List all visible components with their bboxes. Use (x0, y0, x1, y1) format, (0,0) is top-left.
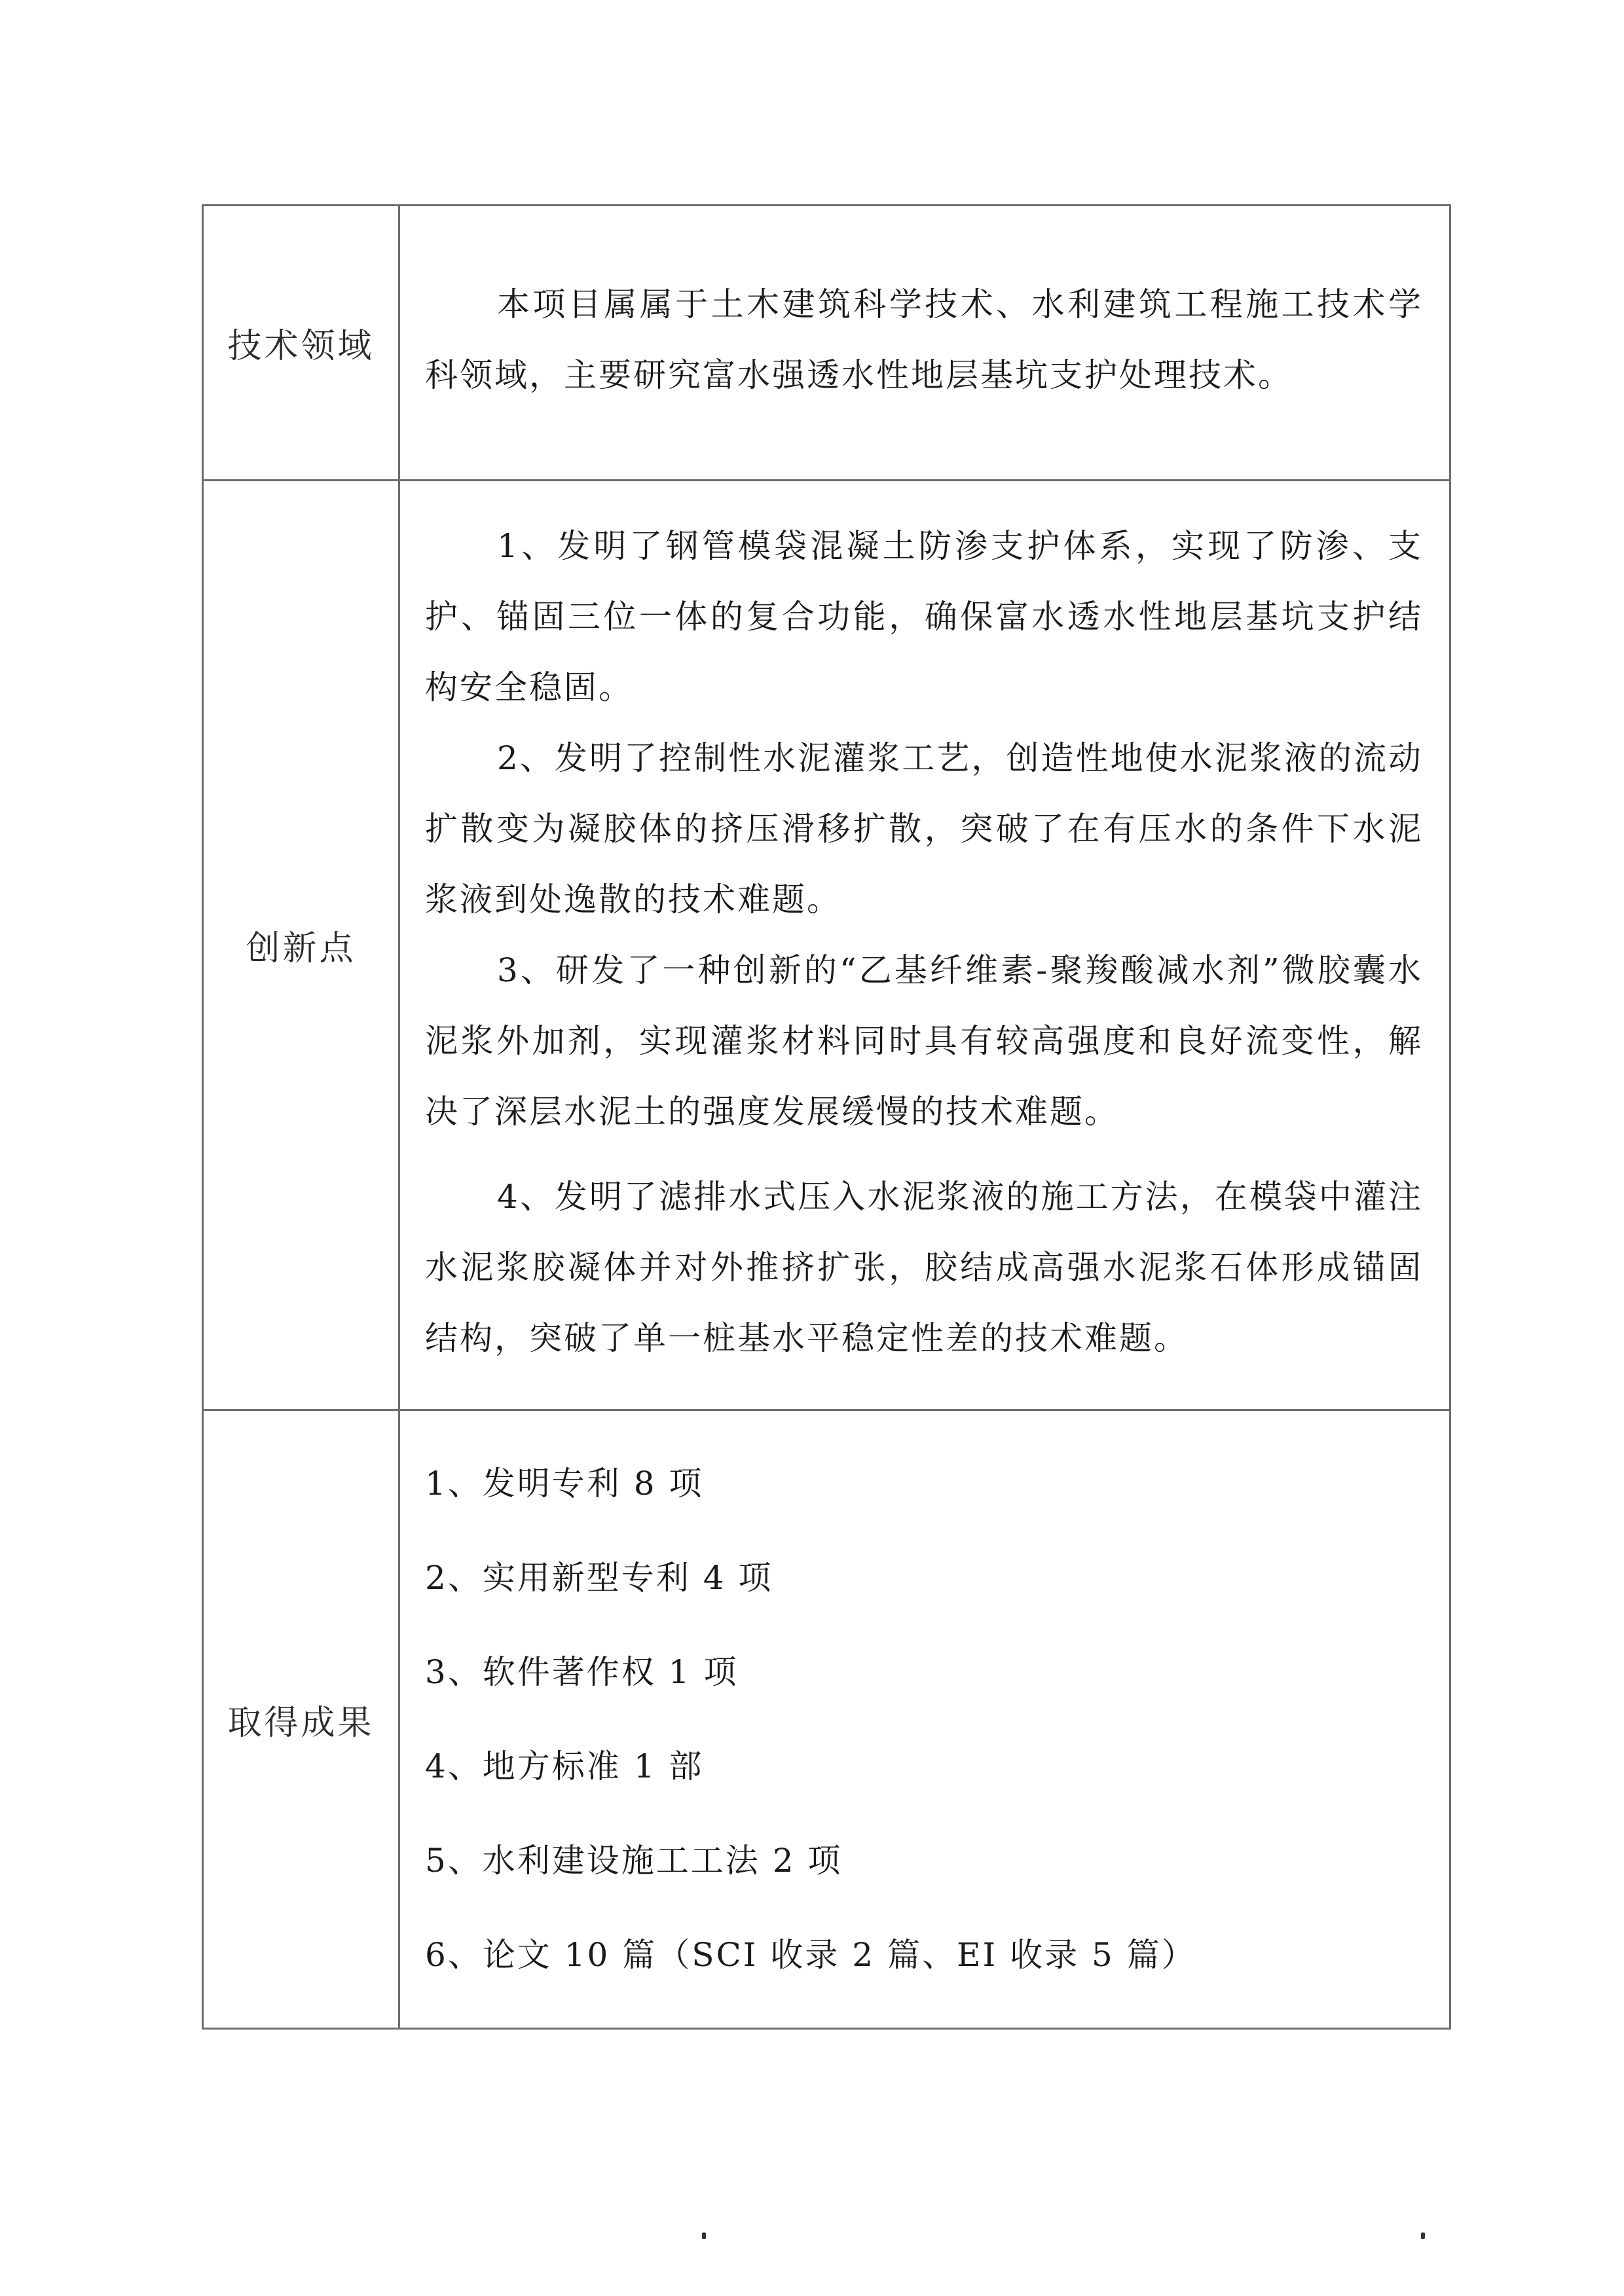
result-item: 4、地方标准 1 部 (425, 1747, 704, 1785)
innovation-item: 3、研发了一种创新的“乙基纤维素-聚羧酸减水剂”微胶囊水泥浆外加剂，实现灌浆材料同时具有较高强度和良好流变性，解决了深层水泥土的强度发展缓慢的技术难题。 (425, 951, 1423, 1131)
technical-field-text: 本项目属属于土木建筑科学技术、水利建筑工程施工技术学科领域，主要研究富水强透水性地层基坑支护处理技术。 (425, 285, 1423, 394)
result-item: 1、发明专利 8 项 (425, 1465, 704, 1503)
results-row (203, 1410, 1450, 2029)
innovation-item: 2、发明了控制性水泥灌浆工艺，创造性地使水泥浆液的流动扩散变为凝胶体的挤压滑移扩散，突破了在有压水的条件下水泥浆液到处逸散的技术难题。 (425, 738, 1423, 919)
innovation-row (203, 481, 1450, 1410)
scan-speck (702, 2232, 706, 2239)
result-item: 5、水利建设施工工法 2 项 (425, 1842, 843, 1880)
result-item: 3、软件著作权 1 项 (425, 1653, 739, 1691)
results-list (425, 1436, 1423, 2002)
innovation-item: 1、发明了钢管模袋混凝土防渗支护体系，实现了防渗、支护、锚固三位一体的复合功能，确保富水透水性地层基坑支护结构安全稳固。 (425, 526, 1423, 706)
technical-field-row (203, 206, 1450, 481)
result-item: 6、论文 10 篇（SCI 收录 2 篇、EI 收录 5 篇） (425, 1936, 1196, 1974)
results-label: 取得成果 (203, 1410, 399, 2029)
results-content (399, 1410, 1450, 2029)
scan-speck (1421, 2232, 1425, 2239)
innovation-content (399, 481, 1450, 1410)
innovation-item: 4、发明了滤排水式压入水泥浆液的施工方法，在模袋中灌注水泥浆胶凝体并对外推挤扩张，胶结成高强水泥浆石体形成锚固结构，突破了单一桩基水平稳定性差的技术难题。 (425, 1177, 1423, 1357)
achievement-form-table (202, 204, 1451, 2030)
result-item: 2、实用新型专利 4 项 (425, 1559, 773, 1597)
innovation-label: 创新点 (203, 481, 399, 1410)
technical-field-content (399, 206, 1450, 481)
technical-field-label: 技术领域 (203, 206, 399, 481)
